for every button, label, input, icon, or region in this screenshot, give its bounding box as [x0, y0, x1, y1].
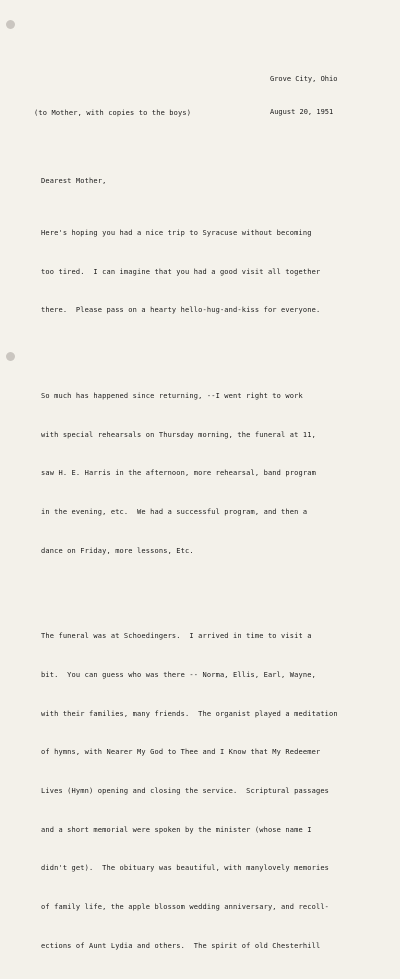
- paragraph-line: The funeral was at Schoedingers. I arrived in time to visit a: [41, 632, 312, 641]
- paragraph-line: of hymns, with Nearer My God to Thee and I Know that My Redeemer: [41, 748, 321, 757]
- paragraph-line: too tired. I can imagine that you had a good visit all together: [41, 267, 321, 276]
- punch-hole-mark: [6, 20, 15, 29]
- paragraph-line: of family life, the apple blossom wedding anniversary, and recoll-: [41, 903, 330, 912]
- paragraph-line: with special rehearsals on Thursday morning, the funeral at 11,: [41, 430, 316, 439]
- letter-note: (to Mother, with copies to the boys): [34, 108, 192, 117]
- paragraph-line: saw H. E. Harris in the afternoon, more rehearsal, band program: [41, 469, 316, 478]
- letter-salutation: Dearest Mother,: [41, 177, 107, 186]
- paragraph-line: bit. You can guess who was there -- Norma, Ellis, Earl, Wayne,: [41, 670, 316, 679]
- paragraph-line: Here's hoping you had a nice trip to Syracuse without becoming: [41, 228, 312, 237]
- paragraph-line: So much has happened since returning, --I went right to work: [41, 391, 303, 400]
- paragraph-line: dance on Friday, more lessons, Etc.: [41, 546, 194, 555]
- paragraph-line: Lives (Hymn) opening and closing the service. Scriptural passages: [41, 787, 330, 796]
- paragraph-line: didn't get). The obituary was beautiful, with manylovely memories: [41, 864, 330, 873]
- paragraph-line: with their families, many friends. The organist played a meditation: [41, 709, 338, 718]
- paragraph-line: ections of Aunt Lydia and others. The spirit of old Chesterhill: [41, 941, 321, 950]
- letter-body: [34, 81, 386, 979]
- punch-hole-mark: [6, 352, 15, 361]
- letter-place: Grove City, Ohio: [270, 75, 338, 83]
- paragraph-line: in the evening, etc. We had a successful program, and then a: [41, 508, 308, 516]
- letter-date: August 20, 1951: [270, 108, 334, 116]
- paragraph-line: and a short memorial were spoken by the minister (whose name I: [41, 825, 312, 834]
- paragraph-line: there. Please pass on a hearty hello-hug-and-kiss for everyone.: [41, 306, 321, 315]
